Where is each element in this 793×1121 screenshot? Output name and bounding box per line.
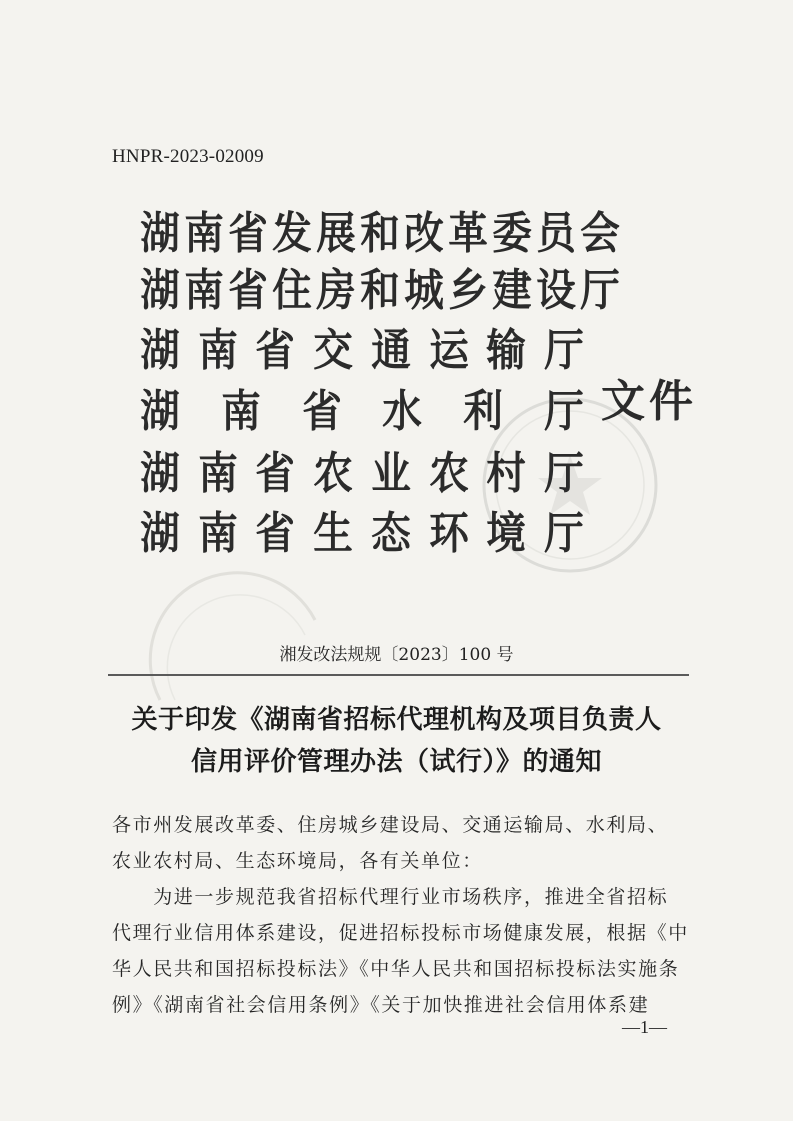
issuer-char: 城 — [404, 265, 444, 316]
issuer-char: 和 — [360, 208, 400, 259]
issuer-char: 运 — [428, 325, 469, 376]
page-number: —1— — [622, 1017, 667, 1037]
issuer-char: 厅 — [544, 386, 584, 437]
issuer-char: 改 — [404, 208, 444, 259]
issuer-char: 湖 — [140, 265, 180, 316]
divider-line — [108, 674, 689, 676]
issuer-char: 省 — [255, 325, 296, 376]
issuer-char: 房 — [316, 265, 356, 316]
issuer-char: 乡 — [448, 265, 488, 316]
issuer-char: 交 — [313, 325, 353, 376]
issuer-char: 水 — [382, 386, 423, 437]
issuer-char: 厅 — [544, 508, 584, 559]
body-line-1: 各市州发展改革委、住房城乡建设局、交通运输局、水利局、 — [112, 814, 669, 836]
issuer-char: 湖 — [140, 448, 180, 499]
issuer-char: 厅 — [544, 325, 584, 376]
issuer-char: 南 — [184, 208, 224, 259]
body-line-2: 农业农村局、生态环境局，各有关单位： — [112, 850, 483, 872]
body-line-4: 代理行业信用体系建设，促进招标投标市场健康发展，根据《中 — [112, 922, 689, 944]
issuer-char: 农 — [428, 448, 469, 499]
issuer-char: 境 — [486, 508, 527, 559]
issuer-char: 利 — [463, 386, 503, 437]
issuer-char: 南 — [184, 265, 224, 316]
title-line-2: 信用评价管理办法（试行）》的通知 — [190, 747, 602, 777]
body-line-5: 华人民共和国招标投标法》《中华人民共和国招标投标法实施条 — [112, 958, 680, 980]
issuer-char: 生 — [313, 508, 353, 559]
issuer-char: 省 — [301, 386, 342, 437]
issuer-char: 设 — [536, 265, 576, 316]
official-seal-left — [140, 560, 330, 710]
issuer-char: 省 — [228, 265, 268, 316]
issuer-char: 革 — [448, 208, 488, 259]
issuer-char: 省 — [228, 208, 268, 259]
issuer-char: 湖 — [140, 386, 180, 437]
issuer-char: 湖 — [140, 208, 180, 259]
issuer-char: 输 — [486, 325, 527, 376]
title-line-1: 关于印发《湖南省招标代理机构及项目负责人 — [131, 705, 662, 735]
issuer-char: 村 — [486, 448, 527, 499]
issuer-row-5 — [138, 448, 586, 500]
issuer-char: 会 — [580, 208, 620, 259]
issuer-char: 湖 — [140, 508, 180, 559]
issuer-char: 厅 — [580, 265, 620, 316]
issuer-char: 湖 — [140, 325, 180, 376]
issuer-row-6 — [138, 508, 586, 560]
body-line-6: 例》《湖南省社会信用条例》《关于加快推进社会信用体系建 — [112, 994, 650, 1016]
issuer-char: 南 — [197, 448, 238, 499]
issuer-char: 通 — [371, 325, 411, 376]
body-line-3: 为进一步规范我省招标代理行业市场秩序，推进全省招标 — [112, 886, 669, 908]
issuer-char: 南 — [220, 386, 261, 437]
issuer-row-2 — [138, 265, 620, 317]
issuer-char: 业 — [371, 448, 411, 499]
issuer-char: 环 — [428, 508, 469, 559]
issuer-char: 厅 — [544, 448, 584, 499]
document-number: 湘发改法规规〔2023〕100 号 — [279, 645, 514, 665]
issuer-row-1 — [138, 208, 620, 260]
issuer-char: 农 — [313, 448, 353, 499]
issuer-char: 发 — [272, 208, 312, 259]
issuer-row-4 — [138, 386, 586, 438]
issuer-char: 展 — [316, 208, 356, 259]
issuer-char: 态 — [371, 508, 411, 559]
issuer-row-3 — [138, 325, 586, 377]
issuer-char: 省 — [255, 448, 296, 499]
issuer-char: 南 — [197, 325, 238, 376]
issuer-char: 建 — [492, 265, 532, 316]
issuer-char: 省 — [255, 508, 296, 559]
issuer-char: 住 — [272, 265, 312, 316]
issuer-char: 委 — [492, 208, 532, 259]
issuer-char: 南 — [197, 508, 238, 559]
issuer-char: 和 — [360, 265, 400, 316]
document-code: HNPR-2023-02009 — [112, 146, 264, 167]
issuer-char: 员 — [536, 208, 576, 259]
document-suffix: 文件 — [601, 376, 697, 427]
